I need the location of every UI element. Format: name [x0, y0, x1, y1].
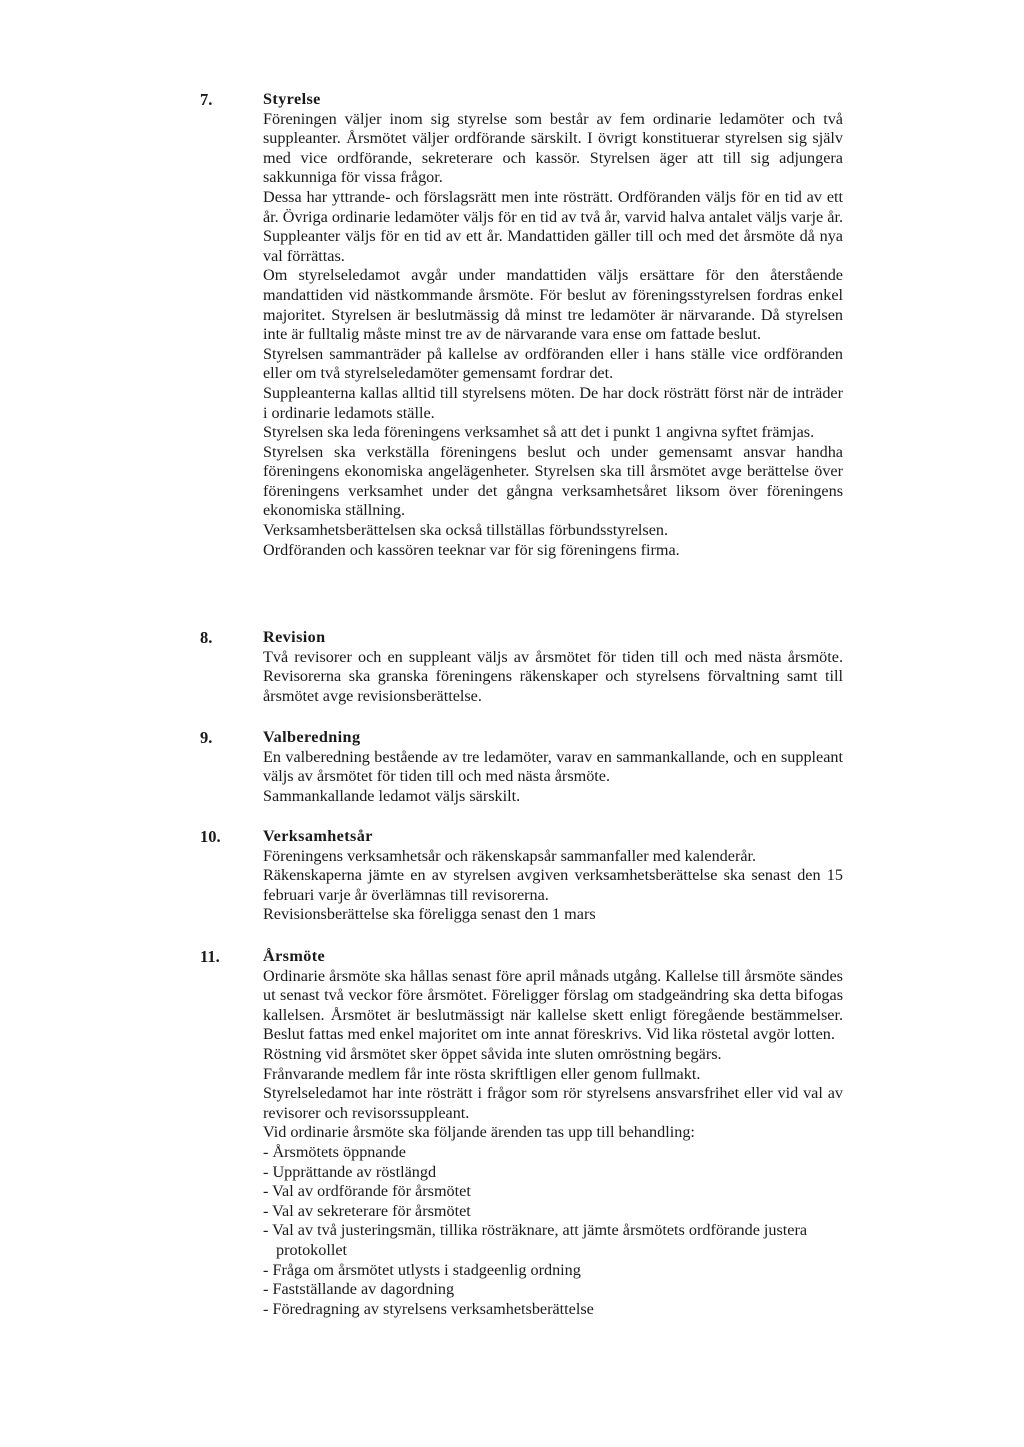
paragraph: Styrelsen ska leda föreningens verksamhet så att det i punkt 1 angivna syftet främjas.: [263, 423, 815, 442]
list-item: - Val av två justeringsmän, tillika rösträknare, att jämte årsmötets ordförande justera protokollet: [263, 1221, 843, 1260]
list-item: - Upprättande av röstlängd: [263, 1163, 843, 1183]
section-number: 9.: [200, 728, 213, 747]
section-body: [263, 827, 843, 925]
paragraph: Verksamhetsberättelsen ska också tillställas förbundsstyrelsen.: [263, 521, 669, 540]
list-item: - Val av ordförande för årsmötet: [263, 1182, 843, 1202]
list-item: - Fastställande av dagordning: [263, 1280, 843, 1300]
section-number: 7.: [200, 90, 213, 109]
section-title: Verksamhetsår: [263, 827, 373, 845]
paragraph: Räkenskaperna jämte en av styrelsen avgiven verksamhetsberättelse ska senast den 15 februari varje år överlämnas till revisorerna.: [263, 866, 843, 904]
paragraph: Styrelsen sammanträder på kallelse av ordföranden eller i hans ställe vice ordföranden eller om två styrelseledamöter gemensamt fordrar det.: [263, 344, 843, 383]
paragraph: Två revisorer och en suppleant väljs av årsmötet för tiden till och med nästa årsmöte. Revisorerna ska granska föreningens räkenskaper och styrelsens förvaltning samt till årsmötet avge revisionsberättelse.: [263, 647, 843, 705]
paragraph: Suppleanterna kallas alltid till styrelsens möten. De har dock rösträtt först när de inträder i ordinarie ledamots ställe.: [263, 383, 843, 422]
paragraph: En valberedning bestående av tre ledamöter, varav en sammankallande, och en suppleant väljs av årsmötet för tiden till och med nästa årsmöte.: [263, 747, 843, 786]
section-title: Årsmöte: [263, 947, 326, 965]
paragraph: Styrelseledamot har inte rösträtt i frågor som rör styrelsens ansvarsfrihet eller vid val av revisorer och revisorssuppleant.: [263, 1084, 843, 1122]
paragraph: Dessa har yttrande- och förslagsrätt men inte rösträtt. Ordföranden väljs för en tid av ett år. Övriga ordinarie ledamöter väljs för en tid av två år, varvid halva antalet väljs varje år. Suppleanter väljs för en tid av ett år. Mandattiden gäller till och med det årsmöte då nya val förrättas.: [263, 187, 843, 265]
section-number: 10.: [200, 827, 221, 846]
paragraph: Om styrelseledamot avgår under mandattiden väljs ersättare för den återstående mandattiden vid nästkommande årsmöte. För beslut av föreningsstyrelsen fordras enkel majoritet. Styrelsen är beslutmässig då minst tre ledamöter är närvarande. Då styrelsen inte är fulltalig måste minst tre av de närvarande vara ense om fattade beslut.: [263, 266, 843, 344]
paragraph: Ordföranden och kassören teeknar var för sig föreningens firma.: [263, 540, 680, 559]
paragraph: Styrelsen ska verkställa föreningens beslut och under gemensamt ansvar handha föreningens ekonomiska angelägenheter. Styrelsen ska till årsmötet avge berättelse över föreningens verksamhet under det gångna verksamhetsåret liksom över föreningens ekonomiska ställning.: [263, 442, 843, 520]
paragraph: Ordinarie årsmöte ska hållas senast före april månads utgång. Kallelse till årsmöte sändes ut senast två veckor före årsmötet. Föreligger förslag om stadgeändring ska detta bifogas kallelsen. Årsmötet är beslutmässigt när kallelse skett enligt föregående bestämmelser. Beslut fattas med enkel majoritet om inte annat föreskrivs. Vid lika röstetal avgör lotten.: [263, 966, 843, 1044]
section-body: [263, 90, 843, 560]
agenda-list: [263, 1143, 843, 1319]
paragraph: Föreningens verksamhetsår och räkenskapsår sammanfaller med kalenderår.: [263, 846, 757, 865]
paragraph: Frånvarande medlem får inte rösta skriftligen eller genom fullmakt.: [263, 1064, 701, 1083]
paragraph: Föreningen väljer inom sig styrelse som består av fem ordinarie ledamöter och två suppleanter. Årsmötet väljer ordförande särskilt. I övrigt konstituerar styrelsen sig själv med vice ordförande, sekreterare och kassör. Styrelsen äger att till sig adjungera sakkunniga för vissa frågor.: [263, 109, 843, 187]
section-title: Styrelse: [263, 90, 321, 108]
section-number: 11.: [200, 947, 220, 966]
section-title: Revision: [263, 628, 326, 646]
list-item: - Föredragning av styrelsens verksamhetsberättelse: [263, 1300, 843, 1320]
list-item: - Val av sekreterare för årsmötet: [263, 1202, 843, 1222]
paragraph: Vid ordinarie årsmöte ska följande ärenden tas upp till behandling:: [263, 1123, 695, 1142]
paragraph: Sammankallande ledamot väljs särskilt.: [263, 786, 521, 805]
section-body: [263, 628, 843, 706]
section-number: 8.: [200, 628, 213, 647]
section-body: [263, 947, 843, 1319]
section-body: [263, 728, 843, 806]
paragraph: Revisionsberättelse ska föreligga senast den 1 mars: [263, 905, 596, 924]
list-item: - Årsmötets öppnande: [263, 1143, 843, 1163]
section-title: Valberedning: [263, 728, 361, 746]
paragraph: Röstning vid årsmötet sker öppet såvida inte sluten omröstning begärs.: [263, 1044, 722, 1063]
list-item: - Fråga om årsmötet utlysts i stadgeenlig ordning: [263, 1261, 843, 1281]
